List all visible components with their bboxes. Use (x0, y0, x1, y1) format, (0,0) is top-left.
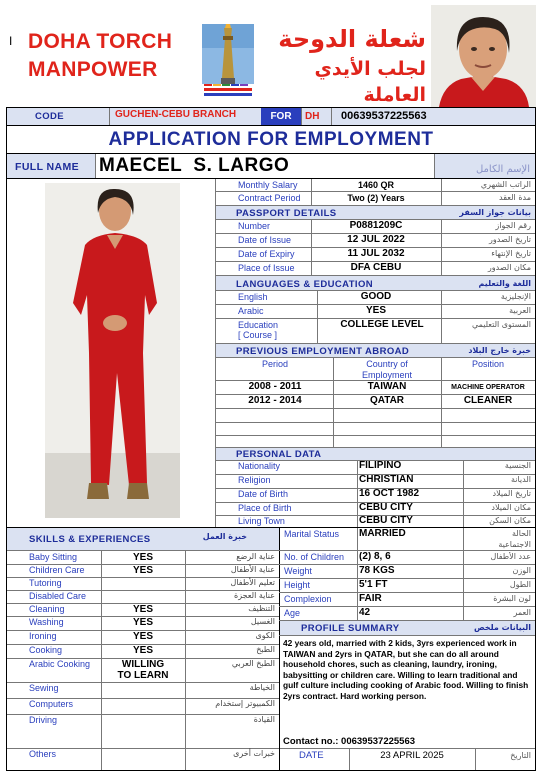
marital-ar-line1: الحالة (512, 529, 531, 538)
skill-label: Tutoring (29, 578, 62, 588)
full-name-ar: الإسم الكامل (475, 164, 530, 175)
skill-ar: عناية الأطفال (230, 565, 275, 574)
skills-title-ar: خبرة العمل (202, 532, 247, 541)
living-town-value: CEBU CITY (359, 516, 413, 526)
skill-label: Ironing (29, 631, 57, 641)
skill-ar: الخياطة (249, 683, 275, 692)
emp-row1-country: TAIWAN (367, 382, 407, 392)
full-name-value: MAECEL S. LARGO (99, 155, 290, 176)
nationality-ar: الجنسية (504, 461, 531, 470)
profile-contact: Contact no.: 00639537225563 (283, 736, 416, 747)
skill-ar: عناية العجزة (234, 591, 275, 600)
age-label: Age (284, 608, 301, 618)
height-label: Height (284, 580, 311, 590)
skill-value: YES (132, 565, 153, 576)
salary-value: 1460 QR (357, 180, 395, 190)
skill-value: WILLING (121, 659, 165, 670)
skill-label: Others (29, 749, 57, 759)
for-value: DH (305, 111, 320, 122)
code-label: CODE (35, 111, 65, 122)
period-ar: مدة العقد (499, 193, 531, 202)
skill-label: Cleaning (29, 604, 65, 614)
arabic-value: YES (365, 306, 386, 316)
passport-title: PASSPORT DETAILS (236, 208, 337, 219)
branch-name: GUCHEN-CEBU BRANCH (115, 109, 237, 120)
weight-label: Weight (284, 566, 312, 576)
applicant-photo-small (431, 5, 536, 107)
passport-issue-ar: تاريخ الصدور (489, 235, 531, 244)
skill-ar: خبرات أخرى (233, 749, 275, 758)
passport-place-label: Place of Issue (238, 263, 295, 273)
languages-title: LANGUAGES & EDUCATION (236, 279, 374, 290)
skill-value-line2: TO LEARN (117, 670, 169, 681)
col-period: Period (261, 359, 288, 369)
passport-expiry-label: Date of Expiry (238, 249, 295, 259)
skill-value: YES (132, 631, 153, 642)
application-form (6, 107, 536, 771)
skill-ar: الغسيل (250, 617, 275, 626)
passport-expiry-ar: تاريخ الإنتهاء (491, 249, 531, 258)
skill-ar: الكوى (255, 631, 275, 640)
passport-number-ar: رقم الجواز (495, 221, 531, 230)
passport-place-value: DFA CEBU (350, 263, 402, 273)
education-value: COLLEGE LEVEL (340, 320, 424, 330)
marital-label: Marital Status (284, 529, 340, 539)
marital-value: MARRIED (359, 529, 406, 539)
skill-ar: تعليم الأطفال (230, 578, 275, 587)
skill-ar: عناية الرضع (236, 552, 275, 561)
employment-title: PREVIOUS EMPLOYMENT ABROAD (236, 346, 410, 357)
pob-value: CEBU CITY (359, 503, 413, 513)
passport-place-ar: مكان الصدور (487, 263, 531, 272)
dob-label: Date of Birth (238, 489, 289, 499)
skill-ar: التنظيف (248, 604, 275, 613)
skill-ar: الطبخ العربي (231, 659, 275, 668)
for-label: FOR (261, 108, 301, 125)
period-label: Contract Period (238, 193, 301, 203)
top-phone: 00639537225563 (341, 110, 427, 122)
form-title: APPLICATION FOR EMPLOYMENT (108, 129, 434, 150)
education-ar: المستوى التعليمي (471, 320, 531, 329)
skill-label: Washing (29, 617, 64, 627)
weight-ar: الوزن (512, 566, 531, 575)
arabic-label: Arabic (238, 306, 264, 316)
skill-label: Cooking (29, 645, 63, 655)
col-position: Position (471, 359, 505, 369)
education-label: Education (238, 320, 279, 330)
skill-label: Sewing (29, 683, 59, 693)
passport-number-value: P0881209C (349, 221, 403, 231)
skill-label: Driving (29, 715, 58, 725)
emp-row2-country: QATAR (369, 396, 405, 406)
pob-label: Place of Birth (238, 503, 292, 513)
applicant-photo-full (45, 183, 180, 518)
nationality-label: Nationality (238, 461, 281, 471)
age-ar: العمر (513, 608, 531, 617)
children-ar: عدد الأطفال (490, 552, 531, 561)
profile-title: PROFILE SUMMARY (301, 623, 400, 634)
skill-ar: القيادة (253, 715, 275, 724)
personal-title: PERSONAL DATA (236, 449, 322, 460)
emp-row1-period: 2008 - 2011 (248, 382, 302, 392)
complexion-ar: لون البشرة (493, 594, 531, 603)
children-value: (2) 8, 6 (359, 552, 391, 562)
passport-issue-label: Date of Issue (238, 235, 292, 245)
english-label: English (238, 292, 268, 302)
dob-value: 16 OCT 1982 (359, 489, 420, 499)
height-value: 5'1 FT (359, 580, 388, 590)
employment-title-ar: خبرة خارج البلاد (468, 346, 531, 355)
complexion-label: Complexion (284, 594, 332, 604)
emp-row2-period: 2012 - 2014 (248, 396, 302, 406)
marital-ar-line2: الاجتماعية (498, 540, 531, 549)
brand-name-en-line2: MANPOWER (28, 58, 158, 81)
skill-label: Disabled Care (29, 591, 87, 601)
brand-name-en-line1: DOHA TORCH (28, 30, 173, 53)
profile-title-ar: البيانات ملخص (473, 623, 531, 632)
weight-value: 78 KGS (359, 566, 395, 576)
profile-text: 42 years old, married with 2 kids, 3yrs experienced work in TAIWAN and 2yrs in QATAR, but she can do all around household chores, such as cleaning, laundry, ironing, babysitting or children care. Willing to learn traditional and gulf culture including cooking of Arabic food. Willing to finish 2yrs contract. Hard working person. (283, 638, 529, 701)
salary-ar: الراتب الشهري (480, 180, 531, 189)
passport-expiry-value: 11 JUL 2032 (347, 249, 405, 259)
education-course-label: [ Course ] (238, 330, 278, 340)
date-ar: التاريخ (510, 751, 531, 760)
salary-label: Monthly Salary (238, 180, 298, 190)
brand-name-ar-line1: شعلة الدوحة (278, 25, 426, 53)
religion-value: CHRISTIAN (359, 475, 414, 485)
full-name-label: FULL NAME (15, 161, 80, 173)
passport-title-ar: بيانات جواز السفر (459, 208, 531, 217)
religion-ar: الديانة (510, 475, 531, 484)
skill-value: YES (132, 552, 153, 563)
skill-label: Baby Sitting (29, 552, 78, 562)
date-label: DATE (299, 751, 324, 761)
children-label: No. of Children (284, 552, 345, 562)
skill-value: YES (132, 617, 153, 628)
pob-ar: مكان الميلاد (491, 503, 531, 512)
skill-value: YES (132, 604, 153, 615)
complexion-value: FAIR (359, 594, 382, 604)
skill-ar: الكمبيوتر إستخدام (215, 699, 275, 708)
col-country-line2: Employment (361, 370, 413, 380)
english-ar: الإنجليزية (500, 292, 531, 301)
skill-ar: الطبخ (256, 645, 275, 654)
emp-row1-position: MACHINE OPERATOR (451, 384, 525, 391)
passport-issue-value: 12 JUL 2022 (347, 235, 405, 245)
date-value: 23 APRIL 2025 (380, 751, 444, 761)
col-country-line1: Country of (366, 359, 408, 369)
living-town-ar: مكان السكن (489, 516, 531, 525)
passport-number-label: Number (238, 221, 271, 231)
age-value: 42 (359, 608, 371, 618)
skill-label: Computers (29, 699, 74, 709)
religion-label: Religion (238, 475, 271, 485)
languages-title-ar: اللغة والتعليم (478, 279, 531, 288)
skill-label: Children Care (29, 565, 85, 575)
english-value: GOOD (360, 292, 392, 302)
emp-row2-position: CLEANER (463, 396, 513, 406)
period-value: Two (2) Years (347, 193, 405, 203)
dob-ar: تاريخ الميلاد (492, 489, 531, 498)
torch-logo (200, 18, 256, 102)
skill-label: Arabic Cooking (29, 659, 91, 669)
height-ar: الطول (509, 580, 531, 589)
living-town-label: Living Town (238, 516, 285, 526)
skills-title: SKILLS & EXPERIENCES (29, 534, 151, 545)
nationality-value: FILIPINO (359, 461, 402, 471)
skill-value: YES (132, 645, 153, 656)
arabic-ar: العربية (509, 306, 531, 315)
brand-name-ar-line2: لجلب الأيدي العاملة (314, 58, 426, 106)
side-mark: I (9, 34, 13, 48)
